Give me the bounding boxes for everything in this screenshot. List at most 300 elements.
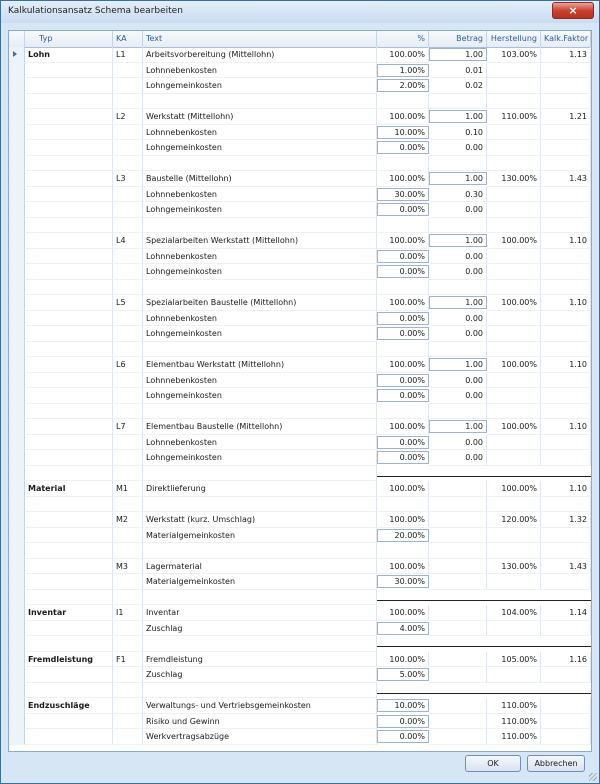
cell-herstellung xyxy=(487,202,541,218)
cell-herstellung xyxy=(487,187,541,203)
title-bar[interactable] xyxy=(1,1,599,23)
cell-text: Lohnnebenkosten xyxy=(143,311,377,327)
cell-herstellung xyxy=(487,497,541,513)
cell-pct[interactable]: 0.00% xyxy=(377,715,429,728)
cell-text: Lohngemeinkosten xyxy=(143,202,377,218)
cell-ka xyxy=(113,326,143,342)
cell-pct: 100.00% xyxy=(377,295,429,311)
row-selector[interactable] xyxy=(9,311,25,327)
cell-betrag: 0.02 xyxy=(429,78,487,94)
cell-ka: F1 xyxy=(113,652,143,668)
row-selector[interactable] xyxy=(9,218,25,234)
table-row[interactable] xyxy=(9,47,591,63)
header-row-selector xyxy=(9,31,25,47)
cell-pct[interactable]: 4.00% xyxy=(377,622,429,635)
row-selector[interactable] xyxy=(9,233,25,249)
row-selector[interactable] xyxy=(9,466,25,482)
cell-ka xyxy=(113,621,143,637)
cell-pct: 100.00% xyxy=(377,171,429,187)
row-selector[interactable] xyxy=(9,559,25,575)
cell-kalk-faktor: 1.14 xyxy=(541,605,591,621)
blank-row xyxy=(9,156,591,172)
table-row[interactable] xyxy=(9,714,591,730)
cell-ka xyxy=(113,311,143,327)
cell-typ xyxy=(25,63,113,79)
cell-betrag[interactable]: 1.00 xyxy=(429,420,487,433)
cell-typ xyxy=(25,233,113,249)
row-selector[interactable] xyxy=(9,683,25,699)
cell-pct[interactable]: 1.00% xyxy=(377,64,429,77)
header-betrag[interactable]: Betrag xyxy=(429,31,487,47)
cell-pct[interactable]: 20.00% xyxy=(377,529,429,542)
cancel-button[interactable]: Abbrechen xyxy=(527,755,585,772)
cell-ka xyxy=(113,497,143,513)
cell-betrag xyxy=(429,667,487,683)
table-row[interactable] xyxy=(9,326,591,342)
cell-herstellung: 100.00% xyxy=(487,295,541,311)
table-row[interactable] xyxy=(9,574,591,590)
cell-pct[interactable]: 10.00% xyxy=(377,126,429,139)
cell-pct[interactable]: 0.00% xyxy=(377,265,429,278)
row-selector[interactable] xyxy=(9,280,25,296)
cell-kalk-faktor: 1.10 xyxy=(541,419,591,435)
row-selector[interactable] xyxy=(9,140,25,156)
table-row[interactable] xyxy=(9,652,591,668)
cell-typ: Material xyxy=(25,481,113,497)
header-typ[interactable]: Typ xyxy=(25,31,113,47)
table-row[interactable] xyxy=(9,621,591,637)
cell-typ xyxy=(25,373,113,389)
cell-typ xyxy=(25,714,113,730)
cell-herstellung: 104.00% xyxy=(487,605,541,621)
table-row[interactable] xyxy=(9,373,591,389)
cell-ka xyxy=(113,140,143,156)
row-selector[interactable] xyxy=(9,202,25,218)
cell-pct[interactable]: 30.00% xyxy=(377,188,429,201)
cell-typ xyxy=(25,171,113,187)
cell-typ xyxy=(25,404,113,420)
cell-pct: 100.00% xyxy=(377,605,429,621)
cell-text: Lohnnebenkosten xyxy=(143,187,377,203)
table-row[interactable] xyxy=(9,512,591,528)
row-selector[interactable] xyxy=(9,388,25,404)
row-selector[interactable] xyxy=(9,481,25,497)
cell-typ xyxy=(25,388,113,404)
table-row[interactable] xyxy=(9,419,591,435)
grid-header xyxy=(9,31,591,48)
cell-typ xyxy=(25,125,113,141)
cell-typ xyxy=(25,466,113,482)
table-row[interactable] xyxy=(9,233,591,249)
cell-betrag xyxy=(429,497,487,513)
row-selector[interactable] xyxy=(9,590,25,606)
table-row[interactable] xyxy=(9,202,591,218)
cell-ka xyxy=(113,280,143,296)
cell-kalk-faktor xyxy=(541,543,591,559)
cell-pct: 100.00% xyxy=(377,357,429,373)
grid-rows xyxy=(9,47,591,745)
cell-herstellung xyxy=(487,574,541,590)
cell-pct: 100.00% xyxy=(377,47,429,63)
row-selector[interactable] xyxy=(9,249,25,265)
row-selector[interactable] xyxy=(9,47,25,63)
cell-text xyxy=(143,218,377,234)
cell-ka: L2 xyxy=(113,109,143,125)
cell-herstellung xyxy=(487,543,541,559)
cell-ka xyxy=(113,450,143,466)
cell-typ xyxy=(25,528,113,544)
cell-betrag[interactable]: 1.00 xyxy=(429,110,487,123)
row-selector[interactable] xyxy=(9,528,25,544)
cell-ka xyxy=(113,63,143,79)
cell-pct[interactable]: 30.00% xyxy=(377,575,429,588)
row-selector[interactable] xyxy=(9,357,25,373)
cell-pct[interactable]: 0.00% xyxy=(377,730,429,743)
row-selector[interactable] xyxy=(9,497,25,513)
row-selector[interactable] xyxy=(9,543,25,559)
cell-kalk-faktor xyxy=(541,714,591,730)
row-selector[interactable] xyxy=(9,512,25,528)
cell-herstellung xyxy=(487,435,541,451)
cell-typ: Inventar xyxy=(25,605,113,621)
blank-row xyxy=(9,543,591,559)
table-row[interactable] xyxy=(9,171,591,187)
cell-betrag xyxy=(429,729,487,745)
table-row[interactable] xyxy=(9,140,591,156)
cell-text: Lohnnebenkosten xyxy=(143,373,377,389)
cell-typ xyxy=(25,140,113,156)
table-row[interactable] xyxy=(9,311,591,327)
table-row[interactable] xyxy=(9,729,591,745)
row-selector[interactable] xyxy=(9,109,25,125)
cell-herstellung: 120.00% xyxy=(487,512,541,528)
cell-kalk-faktor xyxy=(541,435,591,451)
header-kalk-faktor[interactable]: Kalk.Faktor xyxy=(541,31,591,47)
table-row[interactable] xyxy=(9,295,591,311)
header-text[interactable]: Text xyxy=(143,31,377,47)
blank-row xyxy=(9,497,591,513)
cell-ka xyxy=(113,388,143,404)
cell-kalk-faktor xyxy=(541,125,591,141)
table-row[interactable] xyxy=(9,357,591,373)
cell-betrag[interactable]: 1.00 xyxy=(429,172,487,185)
row-selector[interactable] xyxy=(9,373,25,389)
cell-typ xyxy=(25,450,113,466)
cell-betrag: 0.10 xyxy=(429,125,487,141)
cell-herstellung: 100.00% xyxy=(487,357,541,373)
blank-row xyxy=(9,94,591,110)
cell-herstellung xyxy=(487,450,541,466)
close-button[interactable] xyxy=(552,2,594,19)
cell-herstellung: 103.00% xyxy=(487,47,541,63)
row-selector[interactable] xyxy=(9,295,25,311)
cell-kalk-faktor xyxy=(541,249,591,265)
row-selector[interactable] xyxy=(9,326,25,342)
cell-text: Lohngemeinkosten xyxy=(143,264,377,280)
table-row[interactable] xyxy=(9,78,591,94)
cell-ka xyxy=(113,373,143,389)
cell-kalk-faktor: 1.32 xyxy=(541,512,591,528)
cell-text: Materialgemeinkosten xyxy=(143,528,377,544)
table-row[interactable] xyxy=(9,125,591,141)
table-row[interactable] xyxy=(9,481,591,497)
window-title: Kalkulationsansatz Schema bearbeiten xyxy=(8,6,183,16)
cell-betrag: 0.00 xyxy=(429,264,487,280)
cell-typ xyxy=(25,295,113,311)
cell-pct xyxy=(377,94,429,110)
table-row[interactable] xyxy=(9,109,591,125)
row-selector[interactable] xyxy=(9,171,25,187)
row-selector[interactable] xyxy=(9,125,25,141)
cell-kalk-faktor xyxy=(541,388,591,404)
total-separator-line xyxy=(377,590,591,606)
ok-button[interactable]: OK xyxy=(465,755,521,772)
cell-betrag xyxy=(429,156,487,172)
cell-kalk-faktor xyxy=(541,280,591,296)
row-selector[interactable] xyxy=(9,636,25,652)
cell-kalk-faktor xyxy=(541,698,591,714)
cell-kalk-faktor xyxy=(541,156,591,172)
cell-betrag xyxy=(429,621,487,637)
cell-pct xyxy=(377,404,429,420)
cell-betrag: 0.00 xyxy=(429,388,487,404)
cell-herstellung xyxy=(487,63,541,79)
table-row[interactable] xyxy=(9,187,591,203)
cell-betrag xyxy=(429,481,487,497)
table-row[interactable] xyxy=(9,698,591,714)
row-selector[interactable] xyxy=(9,450,25,466)
table-row[interactable] xyxy=(9,264,591,280)
cell-betrag: 0.00 xyxy=(429,326,487,342)
cell-kalk-faktor: 1.43 xyxy=(541,171,591,187)
cell-kalk-faktor xyxy=(541,94,591,110)
row-selector[interactable] xyxy=(9,187,25,203)
cell-betrag: 0.00 xyxy=(429,450,487,466)
cell-ka xyxy=(113,590,143,606)
cell-ka xyxy=(113,528,143,544)
cell-kalk-faktor xyxy=(541,218,591,234)
cell-typ xyxy=(25,435,113,451)
table-row[interactable] xyxy=(9,605,591,621)
cell-herstellung xyxy=(487,156,541,172)
cell-betrag xyxy=(429,94,487,110)
cell-ka: L7 xyxy=(113,419,143,435)
cell-herstellung xyxy=(487,404,541,420)
cell-typ xyxy=(25,94,113,110)
cell-betrag[interactable]: 1.00 xyxy=(429,358,487,371)
cell-pct[interactable]: 0.00% xyxy=(377,389,429,402)
cell-text: Spezialarbeiten Baustelle (Mittellohn) xyxy=(143,295,377,311)
cell-typ: Endzuschläge xyxy=(25,698,113,714)
cell-betrag xyxy=(429,280,487,296)
cell-ka xyxy=(113,218,143,234)
cell-text: Lohnnebenkosten xyxy=(143,435,377,451)
table-row[interactable] xyxy=(9,435,591,451)
cell-typ xyxy=(25,559,113,575)
row-selector[interactable] xyxy=(9,156,25,172)
cell-pct[interactable]: 0.00% xyxy=(377,250,429,263)
cell-betrag: 0.00 xyxy=(429,373,487,389)
cell-herstellung xyxy=(487,78,541,94)
row-selector[interactable] xyxy=(9,419,25,435)
cell-betrag xyxy=(429,342,487,358)
header-ka[interactable]: KA xyxy=(113,31,143,47)
separator-row xyxy=(9,466,591,482)
cell-ka xyxy=(113,125,143,141)
cell-betrag: 0.00 xyxy=(429,202,487,218)
cell-ka xyxy=(113,264,143,280)
cell-text xyxy=(143,497,377,513)
cell-kalk-faktor xyxy=(541,140,591,156)
cell-kalk-faktor: 1.21 xyxy=(541,109,591,125)
cell-herstellung: 100.00% xyxy=(487,233,541,249)
cell-pct[interactable]: 0.00% xyxy=(377,203,429,216)
total-separator-line xyxy=(377,683,591,699)
table-row[interactable] xyxy=(9,450,591,466)
row-selector[interactable] xyxy=(9,63,25,79)
cell-text: Verwaltungs- und Vertriebsgemeinkosten xyxy=(143,698,377,714)
cell-ka xyxy=(113,94,143,110)
row-selector[interactable] xyxy=(9,264,25,280)
cell-betrag[interactable]: 1.00 xyxy=(429,234,487,247)
header-pct[interactable]: % xyxy=(377,31,429,47)
row-selector[interactable] xyxy=(9,94,25,110)
cell-typ xyxy=(25,357,113,373)
header-herstellung[interactable]: Herstellung xyxy=(487,31,541,47)
row-selector[interactable] xyxy=(9,698,25,714)
cell-text: Direktlieferung xyxy=(143,481,377,497)
cell-text: Fremdleistung xyxy=(143,652,377,668)
cell-text: Elementbau Werkstatt (Mittellohn) xyxy=(143,357,377,373)
cell-typ xyxy=(25,78,113,94)
cell-betrag: 0.01 xyxy=(429,63,487,79)
cell-kalk-faktor xyxy=(541,63,591,79)
cell-text xyxy=(143,590,377,606)
cell-betrag: 0.00 xyxy=(429,435,487,451)
table-row[interactable] xyxy=(9,528,591,544)
cell-ka xyxy=(113,404,143,420)
cell-pct[interactable]: 0.00% xyxy=(377,451,429,464)
cell-text: Elementbau Baustelle (Mittellohn) xyxy=(143,419,377,435)
cell-pct[interactable]: 0.00% xyxy=(377,436,429,449)
cell-ka xyxy=(113,78,143,94)
cell-ka xyxy=(113,466,143,482)
row-selector[interactable] xyxy=(9,621,25,637)
table-row[interactable] xyxy=(9,388,591,404)
resize-grip-icon[interactable] xyxy=(589,773,597,781)
cell-ka xyxy=(113,202,143,218)
table-row[interactable] xyxy=(9,559,591,575)
row-selector[interactable] xyxy=(9,667,25,683)
cell-pct xyxy=(377,497,429,513)
row-selector[interactable] xyxy=(9,605,25,621)
cell-kalk-faktor xyxy=(541,497,591,513)
cell-pct: 100.00% xyxy=(377,419,429,435)
cell-betrag[interactable]: 1.00 xyxy=(429,48,487,61)
cell-ka xyxy=(113,714,143,730)
row-selector[interactable] xyxy=(9,729,25,745)
cell-betrag xyxy=(429,714,487,730)
cell-kalk-faktor xyxy=(541,326,591,342)
cell-ka: L5 xyxy=(113,295,143,311)
current-row-arrow-icon xyxy=(13,51,17,57)
cell-text xyxy=(143,94,377,110)
cell-typ: Fremdleistung xyxy=(25,652,113,668)
cell-pct[interactable]: 0.00% xyxy=(377,374,429,387)
cell-typ xyxy=(25,543,113,559)
cell-pct[interactable]: 10.00% xyxy=(377,699,429,712)
cell-ka xyxy=(113,435,143,451)
cell-betrag xyxy=(429,543,487,559)
cell-text xyxy=(143,543,377,559)
cell-text xyxy=(143,342,377,358)
blank-row xyxy=(9,280,591,296)
cell-herstellung xyxy=(487,373,541,389)
row-selector[interactable] xyxy=(9,574,25,590)
cell-text: Lohngemeinkosten xyxy=(143,140,377,156)
cell-typ xyxy=(25,249,113,265)
cell-kalk-faktor: 1.10 xyxy=(541,357,591,373)
cell-kalk-faktor xyxy=(541,450,591,466)
cell-herstellung xyxy=(487,342,541,358)
cell-typ xyxy=(25,683,113,699)
table-row[interactable] xyxy=(9,63,591,79)
cell-kalk-faktor: 1.43 xyxy=(541,559,591,575)
cell-kalk-faktor xyxy=(541,404,591,420)
cell-pct[interactable]: 2.00% xyxy=(377,79,429,92)
row-selector[interactable] xyxy=(9,404,25,420)
table-row[interactable] xyxy=(9,667,591,683)
cell-herstellung: 100.00% xyxy=(487,419,541,435)
cell-typ: Lohn xyxy=(25,47,113,63)
row-selector[interactable] xyxy=(9,714,25,730)
cell-kalk-faktor: 1.16 xyxy=(541,652,591,668)
cell-pct[interactable]: 0.00% xyxy=(377,327,429,340)
cell-kalk-faktor xyxy=(541,202,591,218)
cell-typ xyxy=(25,187,113,203)
cell-pct: 100.00% xyxy=(377,109,429,125)
cell-pct: 100.00% xyxy=(377,652,429,668)
cell-herstellung: 110.00% xyxy=(487,729,541,745)
row-selector[interactable] xyxy=(9,342,25,358)
row-selector[interactable] xyxy=(9,435,25,451)
cell-typ xyxy=(25,280,113,296)
cell-kalk-faktor: 1.10 xyxy=(541,295,591,311)
cell-ka: L6 xyxy=(113,357,143,373)
cell-betrag xyxy=(429,652,487,668)
row-selector[interactable] xyxy=(9,652,25,668)
row-selector[interactable] xyxy=(9,78,25,94)
cell-typ xyxy=(25,512,113,528)
table-row[interactable] xyxy=(9,249,591,265)
cell-ka xyxy=(113,667,143,683)
cell-betrag: 0.00 xyxy=(429,249,487,265)
cell-pct[interactable]: 0.00% xyxy=(377,312,429,325)
cell-pct[interactable]: 0.00% xyxy=(377,141,429,154)
cell-herstellung: 130.00% xyxy=(487,559,541,575)
cell-text: Lohnnebenkosten xyxy=(143,63,377,79)
cell-kalk-faktor: 1.10 xyxy=(541,233,591,249)
cell-text: Werkstatt (kurz. Umschlag) xyxy=(143,512,377,528)
cell-herstellung: 100.00% xyxy=(487,481,541,497)
cell-typ xyxy=(25,729,113,745)
separator-row xyxy=(9,683,591,699)
cell-betrag[interactable]: 1.00 xyxy=(429,296,487,309)
cell-kalk-faktor xyxy=(541,667,591,683)
cell-pct: 100.00% xyxy=(377,512,429,528)
cell-pct[interactable]: 5.00% xyxy=(377,668,429,681)
cell-text xyxy=(143,156,377,172)
